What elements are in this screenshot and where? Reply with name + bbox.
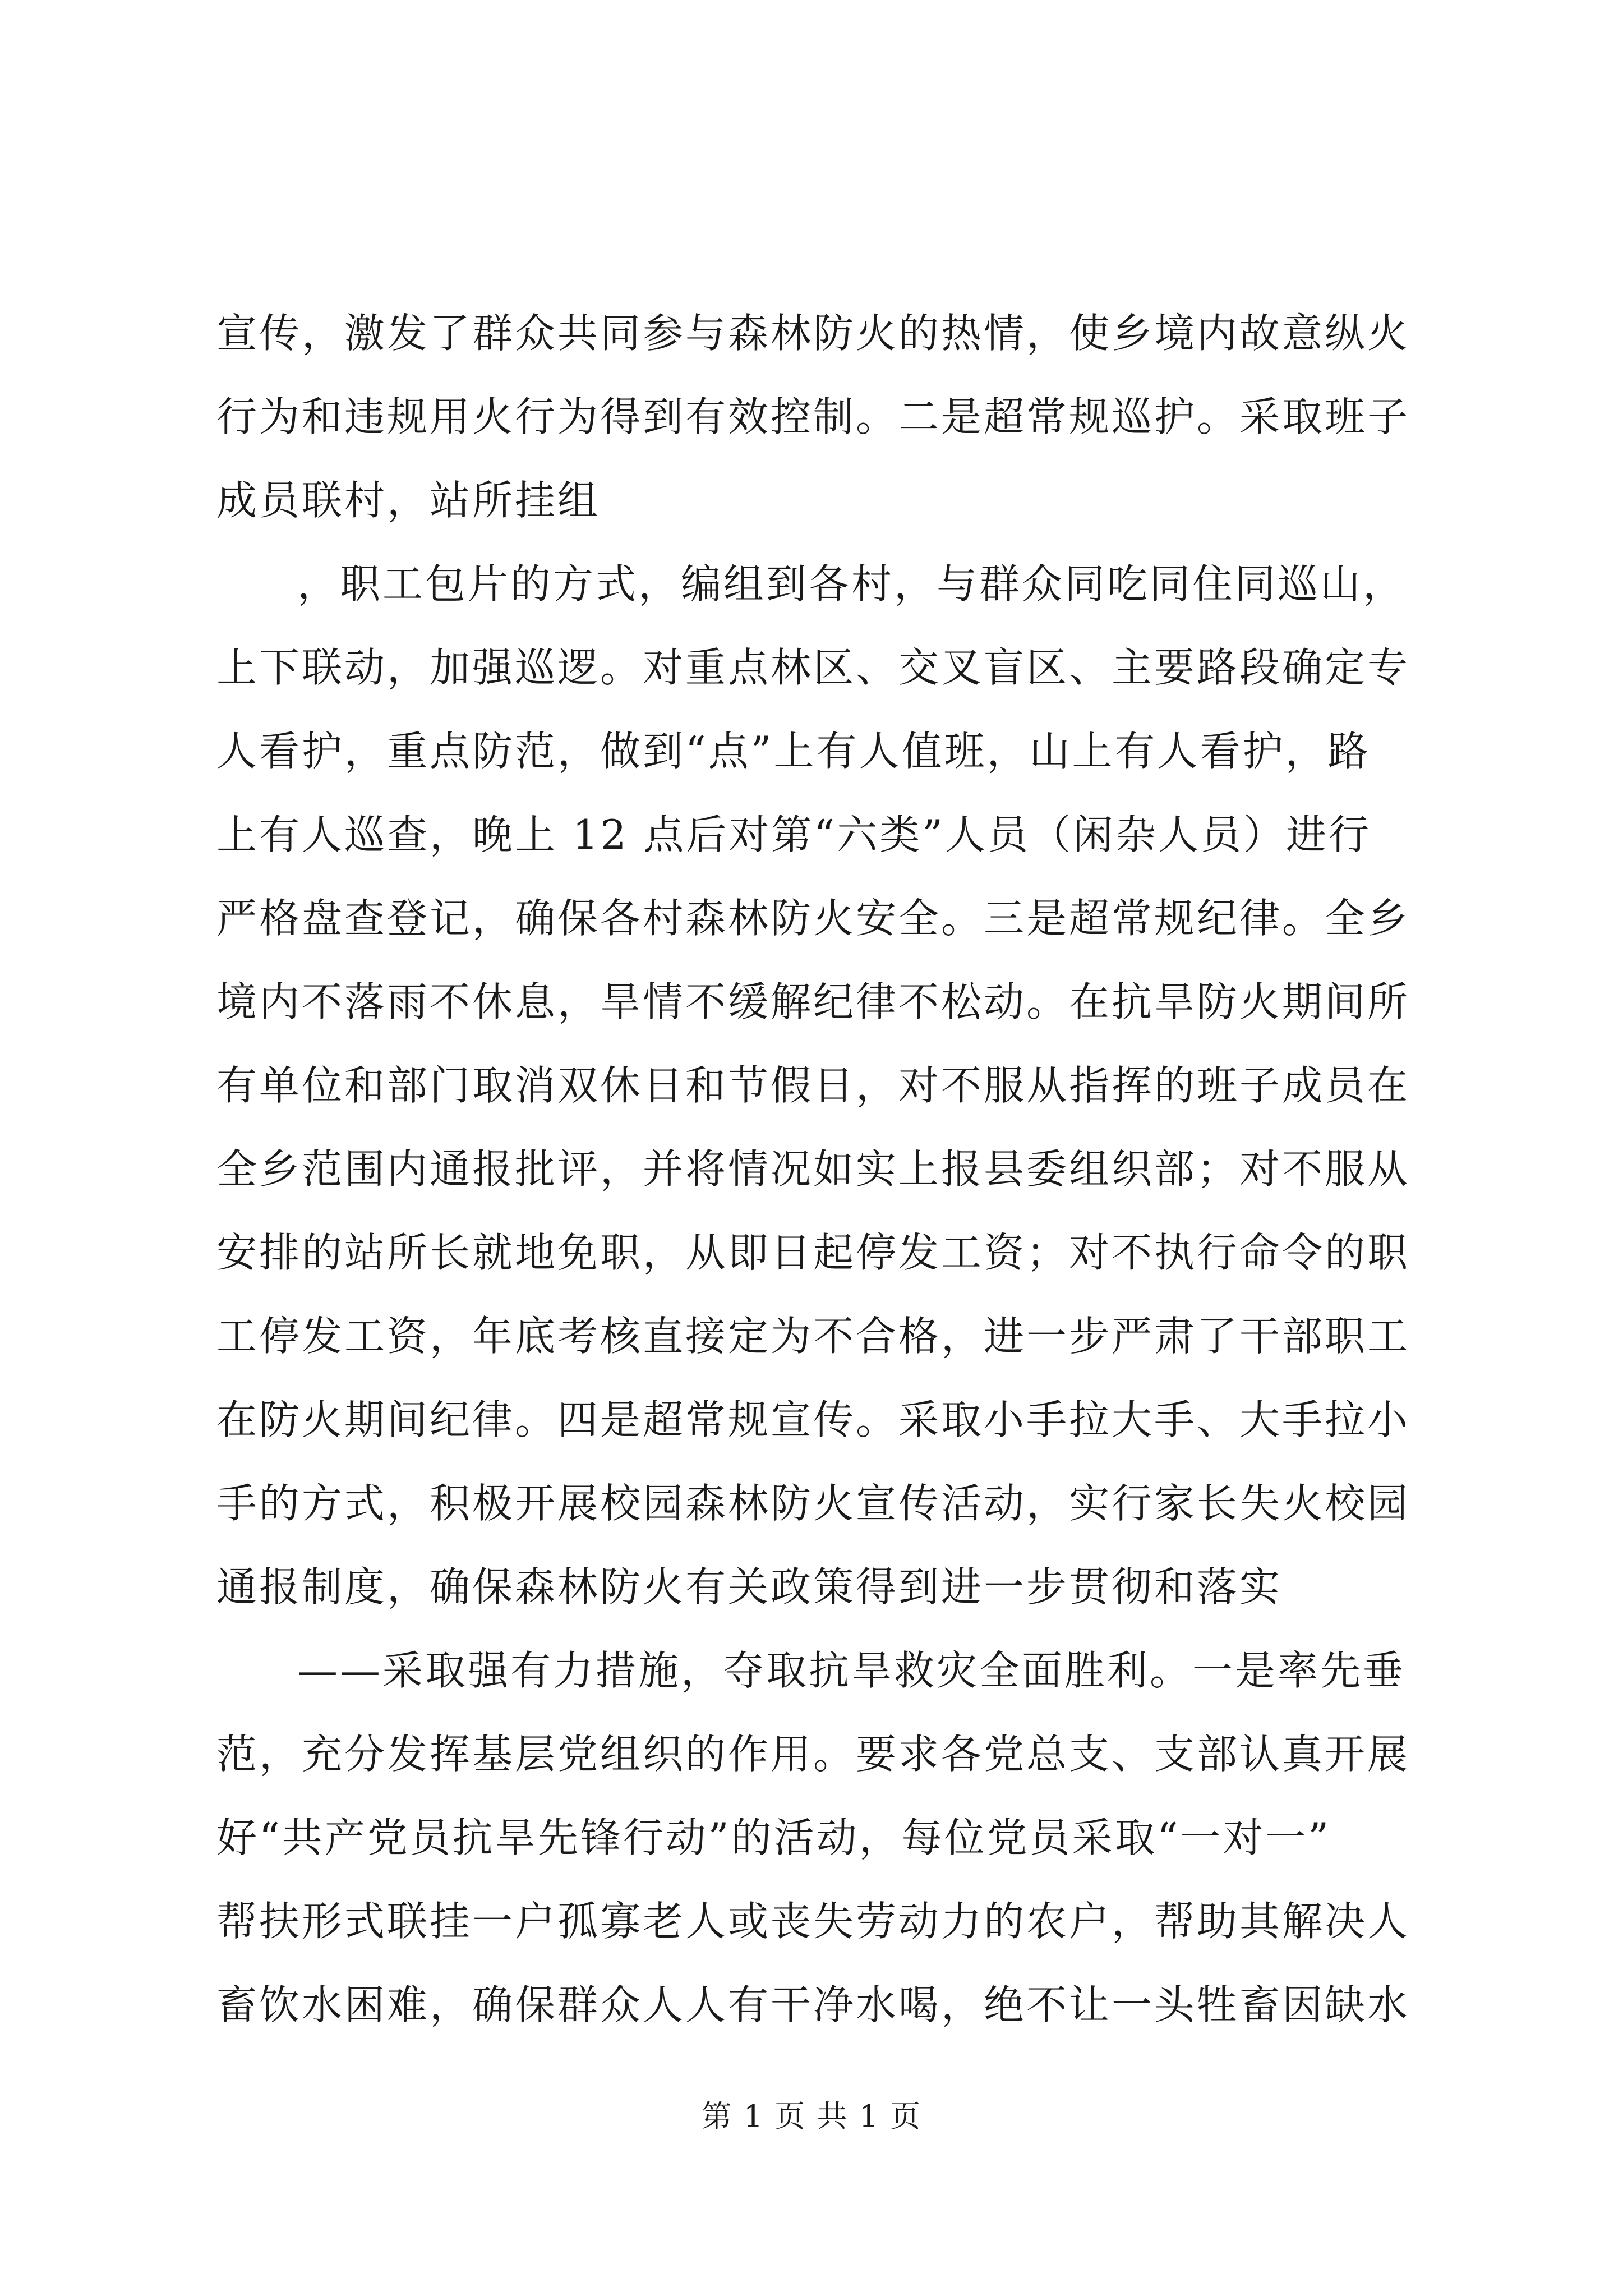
text-line: 境内不落雨不休息，旱情不缓解纪律不松动。在抗旱防火期间所: [216, 978, 1410, 1025]
text-line: ，职工包片的方式，编组到各村，与群众同吃同住同巡山，: [297, 560, 1406, 608]
text-line: 在防火期间纪律。四是超常规宣传。采取小手拉大手、大手拉小: [216, 1396, 1410, 1443]
text-line: 帮扶形式联挂一户孤寡老人或丧失劳动力的农户，帮助其解决人: [216, 1898, 1410, 1945]
text-line: 畜饮水困难，确保群众人人有干净水喝，绝不让一头牲畜因缺水: [216, 1981, 1410, 2028]
text-line: 有单位和部门取消双休日和节假日，对不服从指挥的班子成员在: [216, 1062, 1410, 1109]
text-line: 上有人巡查，晚上 12 点后对第“六类”人员（闲杂人员）进行: [216, 811, 1372, 858]
text-line: 上下联动，加强巡逻。对重点林区、交叉盲区、主要路段确定专: [216, 644, 1410, 691]
text-line: 严格盘查登记，确保各村森林防火安全。三是超常规纪律。全乡: [216, 895, 1410, 942]
text-line: 好“共产党员抗旱先锋行动”的活动，每位党员采取“一对一”: [216, 1814, 1331, 1861]
text-line: 工停发工资，年底考核直接定为不合格，进一步严肃了干部职工: [216, 1313, 1410, 1360]
text-line: 安排的站所长就地免职，从即日起停发工资；对不执行命令的职: [216, 1229, 1410, 1276]
text-line: 行为和违规用火行为得到有效控制。二是超常规巡护。采取班子: [216, 393, 1410, 440]
text-line: 通报制度，确保森林防火有关政策得到进一步贯彻和落实: [216, 1563, 1283, 1611]
text-line: 人看护，重点防范，做到“点”上有人值班，山上有人看护，路: [216, 728, 1371, 775]
text-line: 宣传，激发了群众共同参与森林防火的热情，使乡境内故意纵火: [216, 310, 1410, 357]
document-body: [216, 292, 1428, 2047]
text-line: 范，充分发挥基层党组织的作用。要求各党总支、支部认真开展: [216, 1731, 1410, 1778]
text-line: ——采取强有力措施，夺取抗旱救灾全面胜利。一是率先垂: [297, 1647, 1406, 1694]
text-line: 成员联村，站所挂组: [216, 477, 601, 524]
text-line: 全乡范围内通报批评，并将情况如实上报县委组织部；对不服从: [216, 1145, 1410, 1193]
page-footer: 第 1 页 共 1 页: [701, 2099, 922, 2134]
text-line: 手的方式，积极开展校园森林防火宣传活动，实行家长失火校园: [216, 1480, 1410, 1527]
